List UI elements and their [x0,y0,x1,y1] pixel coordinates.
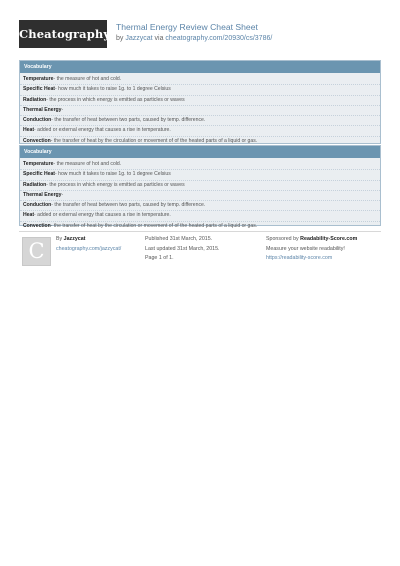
list-item [20,126,380,136]
entry-term: Radiation [23,181,47,188]
sponsor-url-link[interactable]: https://readability-score.com [266,255,333,261]
entry-definition: - the transfer of heat between two parts, caused by temp. difference. [51,117,206,124]
entry-term: Specific Heat [23,86,55,93]
entry-definition: - added or external energy that causes a rise in temperature. [34,212,171,219]
footer-sponsor-column [266,235,357,264]
published-date: Published 31st March, 2015. [145,236,213,242]
sponsor-name-link[interactable]: Readability-Score.com [300,236,358,242]
page-count: Page 1 of 1. [145,255,174,261]
footer-author-line [56,235,121,245]
footer-by-label: By [56,236,64,242]
list-item [20,211,380,221]
entry-definition: - the transfer of heat by the circulation or movement of of the heated parts of a liquid or gas. [50,222,258,229]
vocabulary-section-1 [19,60,381,144]
avatar[interactable]: C [22,237,51,266]
sponsor-line [266,235,357,245]
entry-definition: - the process in which energy is emitted as particles or waves [46,181,185,188]
list-item [20,116,380,126]
entry-definition: - [61,191,64,198]
list-item [20,85,380,95]
sheet-url-link[interactable]: cheatography.com/20930/cs/3786/ [165,35,273,42]
page-header [19,20,381,48]
sponsor-tagline: Measure your website readability! [266,245,345,252]
entry-definition: - the transfer of heat by the circulation or movement of of the heated parts of a liquid or gas. [50,137,258,144]
footer-dates-column [145,235,220,264]
footer-divider [19,231,381,232]
entry-term: Temperature [23,161,54,167]
entry-definition: - the process in which energy is emitted as particles or waves [46,96,185,103]
section-heading: Vocabulary [20,61,380,73]
author-profile-link[interactable]: cheatography.com/jazzycat/ [56,245,122,252]
entry-term: Temperature [23,76,54,82]
entry-term: Heat [23,212,35,219]
entry-definition: - the transfer of heat between two parts, caused by temp. difference. [51,202,206,209]
list-item [20,191,380,201]
entry-term: Conduction [23,117,52,124]
entry-definition: - [61,106,64,113]
footer-author-column [56,235,121,254]
list-item [20,181,380,191]
entry-list [20,73,380,146]
entry-list [20,158,380,231]
list-item [20,170,380,180]
entry-definition: - added or external energy that causes a rise in temperature. [34,127,171,134]
page-footer [19,235,381,271]
entry-definition: - how much it takes to raise 1g. to 1 degree Celsius [55,86,171,93]
entry-term: Thermal Energy [23,106,62,113]
byline-via: via [152,35,166,42]
byline [116,34,381,44]
list-item [20,160,380,170]
section-heading: Vocabulary [20,146,380,158]
list-item [20,222,380,231]
updated-date: Last updated 31st March, 2015. [145,245,220,252]
entry-term: Radiation [23,96,47,103]
vocabulary-section-2 [19,145,381,229]
entry-term: Convection [23,137,51,144]
entry-definition: - the measure of hot and cold. [53,161,122,167]
list-item [20,96,380,106]
entry-term: Conduction [23,202,52,209]
page-title: Thermal Energy Review Cheat Sheet [116,22,258,32]
byline-prefix: by [116,35,126,42]
entry-definition: - the measure of hot and cold. [53,76,122,82]
author-link[interactable]: Jazzycat [125,35,153,42]
cheatography-logo[interactable]: Cheatography [19,20,107,48]
entry-term: Thermal Energy [23,191,62,198]
list-item [20,201,380,211]
sponsor-prefix: Sponsored by [266,236,301,242]
entry-definition: - how much it takes to raise 1g. to 1 degree Celsius [55,171,171,178]
entry-term: Convection [23,222,51,229]
title-block [116,22,381,44]
list-item [20,75,380,85]
entry-term: Specific Heat [23,171,55,178]
footer-author-name[interactable]: Jazzycat [63,236,86,242]
list-item [20,106,380,116]
entry-term: Heat [23,127,35,134]
